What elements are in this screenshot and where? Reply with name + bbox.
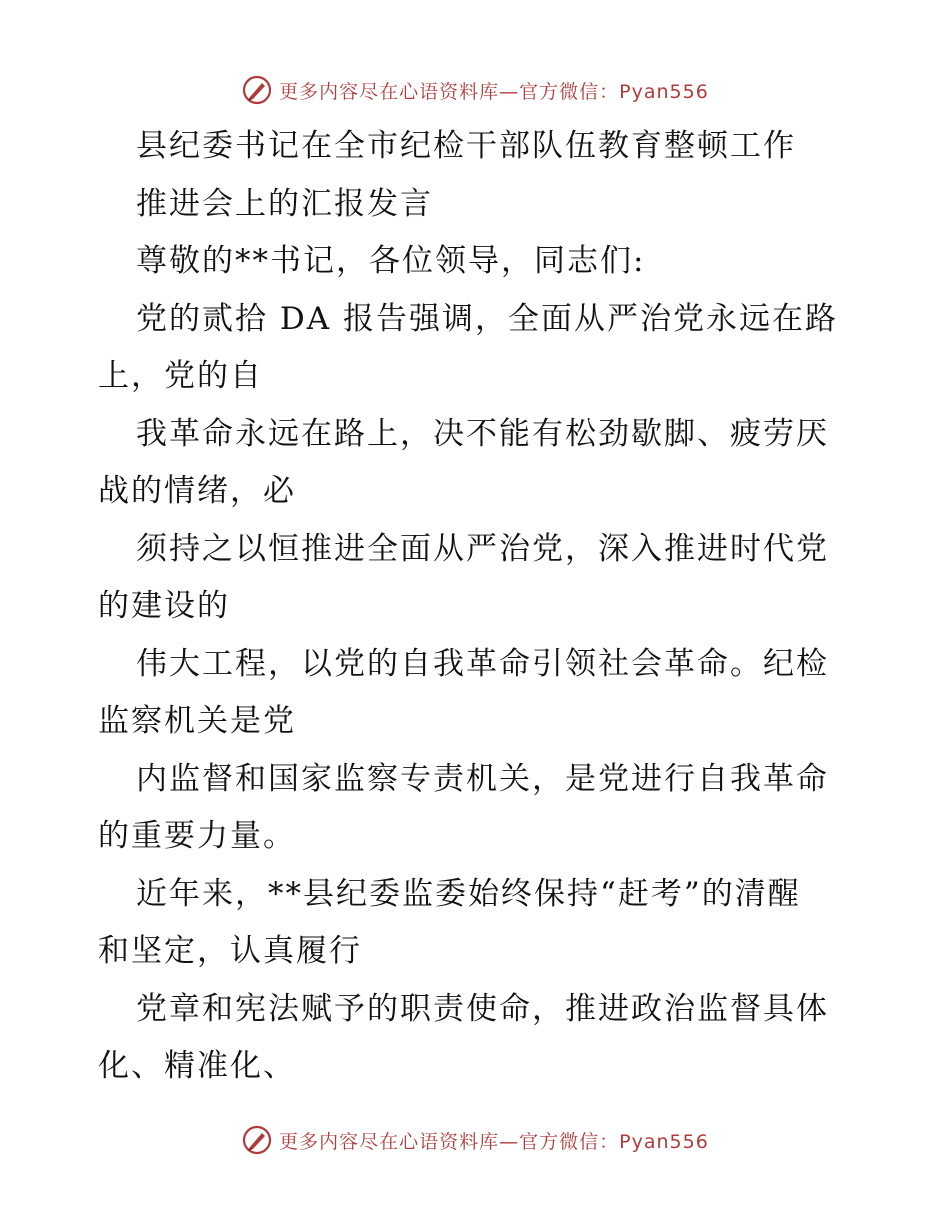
footer-wechat-id: Pyan556 xyxy=(619,1130,709,1153)
header-site-text: 更多内容尽在心语资料库—官方微信： xyxy=(279,80,620,103)
document-line: 近年来，**县纪委监委始终保持“赶考”的清醒 xyxy=(136,875,801,912)
document-line: 尊敬的**书记，各位领导，同志们: xyxy=(136,243,646,279)
header-watermark-text xyxy=(279,77,709,104)
footer-watermark-banner xyxy=(0,1120,950,1160)
document-body xyxy=(98,118,858,1096)
document-line: 内监督和国家监察专责机关，是党进行自我革命 xyxy=(136,760,829,797)
document-line: 化、精准化、 xyxy=(98,1048,296,1084)
document-line: 党章和宪法赋予的职责使命，推进政治监督具体 xyxy=(136,990,829,1027)
document-line: 伟大工程，以党的自我革命引领社会革命。纪检 xyxy=(136,645,829,682)
document-line: 我革命永远在路上，决不能有松劲歇脚、疲劳厌 xyxy=(136,415,829,452)
document-line: 监察机关是党 xyxy=(98,703,296,739)
document-line: 县纪委书记在全市纪检干部队伍教育整顿工作 xyxy=(136,128,796,164)
document-line: 的建设的 xyxy=(98,588,230,624)
document-line: 推进会上的汇报发言 xyxy=(136,185,433,222)
document-line: 上，党的自 xyxy=(98,358,263,394)
document-line: 战的情绪，必 xyxy=(98,473,296,509)
footer-watermark-text xyxy=(279,1127,709,1154)
document-line: 和坚定，认真履行 xyxy=(98,933,362,969)
pen-logo-icon xyxy=(241,1124,273,1156)
document-line: 须持之以恒推进全面从严治党，深入推进时代党 xyxy=(136,530,829,567)
pen-logo-icon xyxy=(241,74,273,106)
header-watermark-banner xyxy=(0,70,950,110)
header-wechat-id: Pyan556 xyxy=(619,80,709,103)
document-line: 的重要力量。 xyxy=(98,818,296,854)
document-line: 党的贰拾 DA 报告强调，全面从严治党永远在路 xyxy=(136,300,838,337)
footer-site-text: 更多内容尽在心语资料库—官方微信： xyxy=(279,1130,620,1153)
